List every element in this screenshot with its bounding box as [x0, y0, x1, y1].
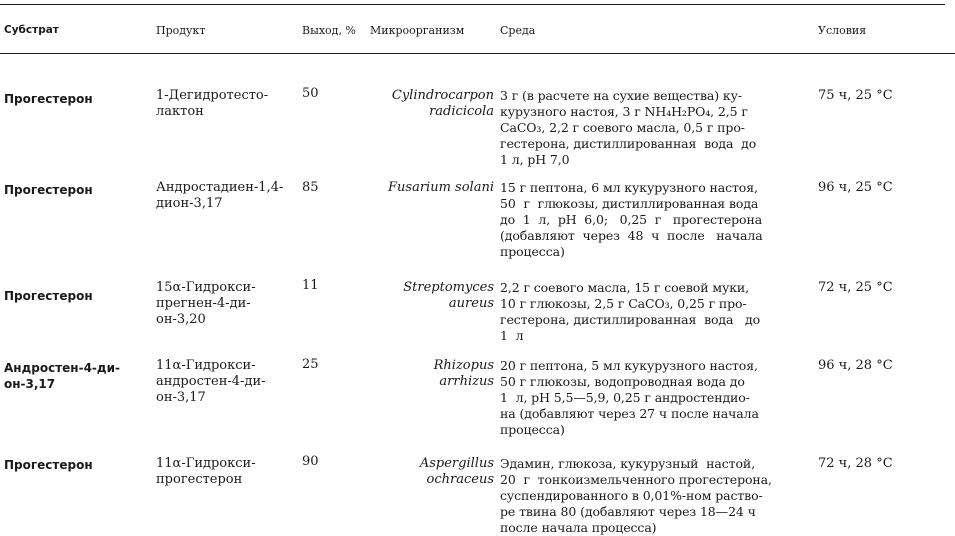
- header-yield: Выход, %: [302, 24, 356, 37]
- top-rule: [0, 4, 945, 5]
- product-cell: 11α-Гидрокси- андростен-4-ди- он-3,17: [156, 358, 266, 405]
- header-rule: [0, 53, 955, 54]
- microorganism-cell: Cylindrocarpon radicicola: [391, 88, 494, 119]
- yield-cell: 11: [302, 278, 319, 293]
- yield-cell: 50: [302, 86, 319, 101]
- medium-cell: 20 г пептона, 5 мл кукурузного настоя, 50 г глюкозы, водопроводная вода до 1 л, pH 5,5—5,9, 0,25 г андростендио- на (добавляют через 27 ч после начала процесса): [500, 358, 759, 437]
- header-microorganism: Микроорганизм: [370, 24, 465, 37]
- conditions-cell: 72 ч, 25 °C: [818, 280, 893, 295]
- medium-cell: Эдамин, глюкоза, кукурузный настой, 20 г тонкоизмельченного прогестерона, суспендированного в 0,01%-ном раство- ре твина 80 (добавляют через 18—24 ч после начала процесса): [500, 456, 772, 535]
- substrate-cell: Андростен-4-ди- он-3,17: [4, 361, 120, 391]
- substrate-cell: Прогестерон: [4, 289, 93, 303]
- product-cell: 1-Дегидротесто- лактон: [156, 88, 269, 119]
- header-product: Продукт: [156, 24, 206, 37]
- substrate-cell: Прогестерон: [4, 183, 93, 197]
- yield-cell: 85: [302, 180, 319, 195]
- microorganism-cell: Aspergillus ochraceus: [419, 456, 494, 487]
- header-conditions: Условия: [818, 24, 867, 37]
- header-substrate: Субстрат: [4, 24, 59, 36]
- microorganism-cell: Rhizopus arrhizus: [433, 358, 494, 389]
- yield-cell: 25: [302, 357, 319, 372]
- substrate-cell: Прогестерон: [4, 92, 93, 106]
- medium-cell: 2,2 г соевого масла, 15 г соевой муки, 10 г глюкозы, 2,5 г CaCO₃, 0,25 г про- гестерона, дистиллированная вода до 1 л: [500, 280, 761, 343]
- product-cell: 15α-Гидрокси- прегнен-4-ди- он-3,20: [156, 280, 256, 327]
- conditions-cell: 75 ч, 25 °C: [818, 88, 893, 103]
- microorganism-cell: Fusarium solani: [388, 180, 494, 195]
- header-medium: Среда: [500, 24, 536, 37]
- product-cell: Андростадиен-1,4- дион-3,17: [156, 180, 284, 211]
- yield-cell: 90: [302, 454, 319, 469]
- conditions-cell: 96 ч, 28 °C: [818, 358, 893, 373]
- microorganism-cell: Streptomyces aureus: [403, 280, 494, 311]
- conditions-cell: 96 ч, 25 °C: [818, 180, 893, 195]
- medium-cell: 3 г (в расчете на сухие вещества) ку- курузного настоя, 3 г NH₄H₂PO₄, 2,5 г CaCO₃, 2,2 г соевого масла, 0,5 г про- гестерона, дистиллированная вода до 1 л, pH 7,0: [500, 88, 757, 167]
- product-cell: 11α-Гидрокси- прогестерон: [156, 456, 256, 487]
- medium-cell: 15 г пептона, 6 мл кукурузного настоя, 50 г глюкозы, дистиллированная вода до 1 л, pH 6,0; 0,25 г прогестерона (добавляют через 48 ч после начала процесса): [500, 180, 763, 259]
- substrate-cell: Прогестерон: [4, 458, 93, 472]
- conditions-cell: 72 ч, 28 °C: [818, 456, 893, 471]
